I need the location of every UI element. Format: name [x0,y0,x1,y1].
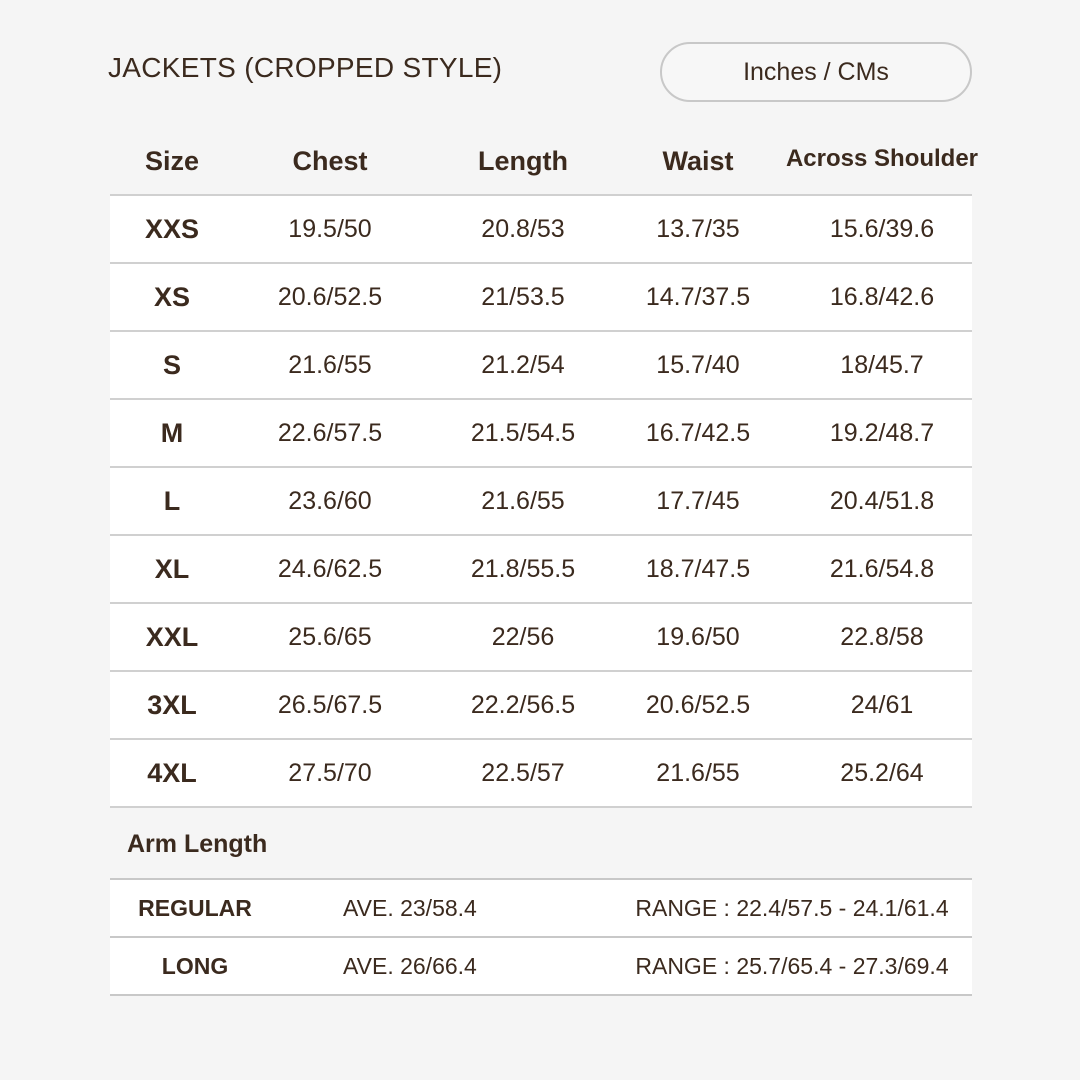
table-row [110,332,972,400]
cell-chest: 22.6/57.5 [277,419,383,447]
cell-size: XL [154,554,190,584]
cell-size: XXL [145,622,199,652]
cell-size: 3XL [147,690,197,720]
cell-chest: 21.6/55 [288,351,372,379]
cell-waist: 15.7/40 [656,351,740,379]
cell-waist: 19.6/50 [656,623,740,651]
cell-across-shoulder: 15.6/39.6 [829,215,935,243]
cell-waist: 14.7/37.5 [645,283,751,311]
unit-toggle-button[interactable]: Inches / CMs [660,42,972,102]
cell-size: S [162,350,182,380]
cell-across-shoulder: 18/45.7 [840,351,924,379]
arm-average: AVE. 23/58.4 [343,895,477,921]
cell-size: M [160,418,184,448]
cell-chest: 25.6/65 [288,623,372,651]
cell-chest: 24.6/62.5 [277,555,383,583]
cell-chest: 20.6/52.5 [277,283,383,311]
table-row [110,400,972,468]
cell-waist: 21.6/55 [656,759,740,787]
header-chest: Chest [292,146,368,176]
cell-length: 21.5/54.5 [470,419,576,447]
cell-chest: 19.5/50 [288,215,372,243]
cell-waist: 16.7/42.5 [645,419,751,447]
cell-length: 21.6/55 [481,487,565,515]
cell-size: XS [153,282,191,312]
cell-chest: 23.6/60 [288,487,372,515]
cell-waist: 20.6/52.5 [645,691,751,719]
table-row [110,264,972,332]
header-size: Size [144,146,200,176]
cell-chest: 27.5/70 [288,759,372,787]
table-row [110,672,972,740]
arm-label: REGULAR [138,895,252,921]
cell-across-shoulder: 25.2/64 [840,759,924,787]
cell-chest: 26.5/67.5 [277,691,383,719]
header-waist: Waist [662,146,734,176]
cell-waist: 13.7/35 [656,215,740,243]
cell-across-shoulder: 21.6/54.8 [829,555,935,583]
cell-across-shoulder: 16.8/42.6 [829,283,935,311]
arm-row-regular [110,880,972,938]
table-row [110,740,972,808]
cell-length: 22/56 [491,623,555,651]
table-row [110,604,972,672]
arm-length-title: Arm Length [127,830,268,858]
cell-across-shoulder: 19.2/48.7 [829,419,935,447]
page-title: JACKETS (CROPPED STYLE) [108,52,503,83]
arm-average: AVE. 26/66.4 [343,953,477,979]
cell-across-shoulder: 22.8/58 [840,623,924,651]
cell-size: XXS [144,214,200,244]
header-length: Length [478,146,568,176]
cell-length: 20.8/53 [481,215,565,243]
table-row [110,468,972,536]
arm-label: LONG [161,953,229,979]
cell-size: 4XL [147,758,197,788]
header-across-shoulder: Across Shoulder [785,145,979,172]
cell-length: 21/53.5 [481,283,565,311]
cell-size: L [163,486,181,516]
size-chart-table [110,128,979,808]
cell-length: 21.2/54 [481,351,565,379]
table-row [110,196,972,264]
arm-row-long [110,938,972,996]
table-header-row [110,128,979,196]
cell-length: 21.8/55.5 [470,555,576,583]
cell-waist: 17.7/45 [656,487,740,515]
cell-length: 22.2/56.5 [470,691,576,719]
arm-range: RANGE : 22.4/57.5 - 24.1/61.4 [635,895,949,921]
cell-across-shoulder: 24/61 [850,691,914,719]
table-row [110,536,972,604]
cell-length: 22.5/57 [481,759,565,787]
cell-across-shoulder: 20.4/51.8 [829,487,935,515]
cell-waist: 18.7/47.5 [645,555,751,583]
arm-length-table [110,878,972,996]
arm-range: RANGE : 25.7/65.4 - 27.3/69.4 [635,953,949,979]
